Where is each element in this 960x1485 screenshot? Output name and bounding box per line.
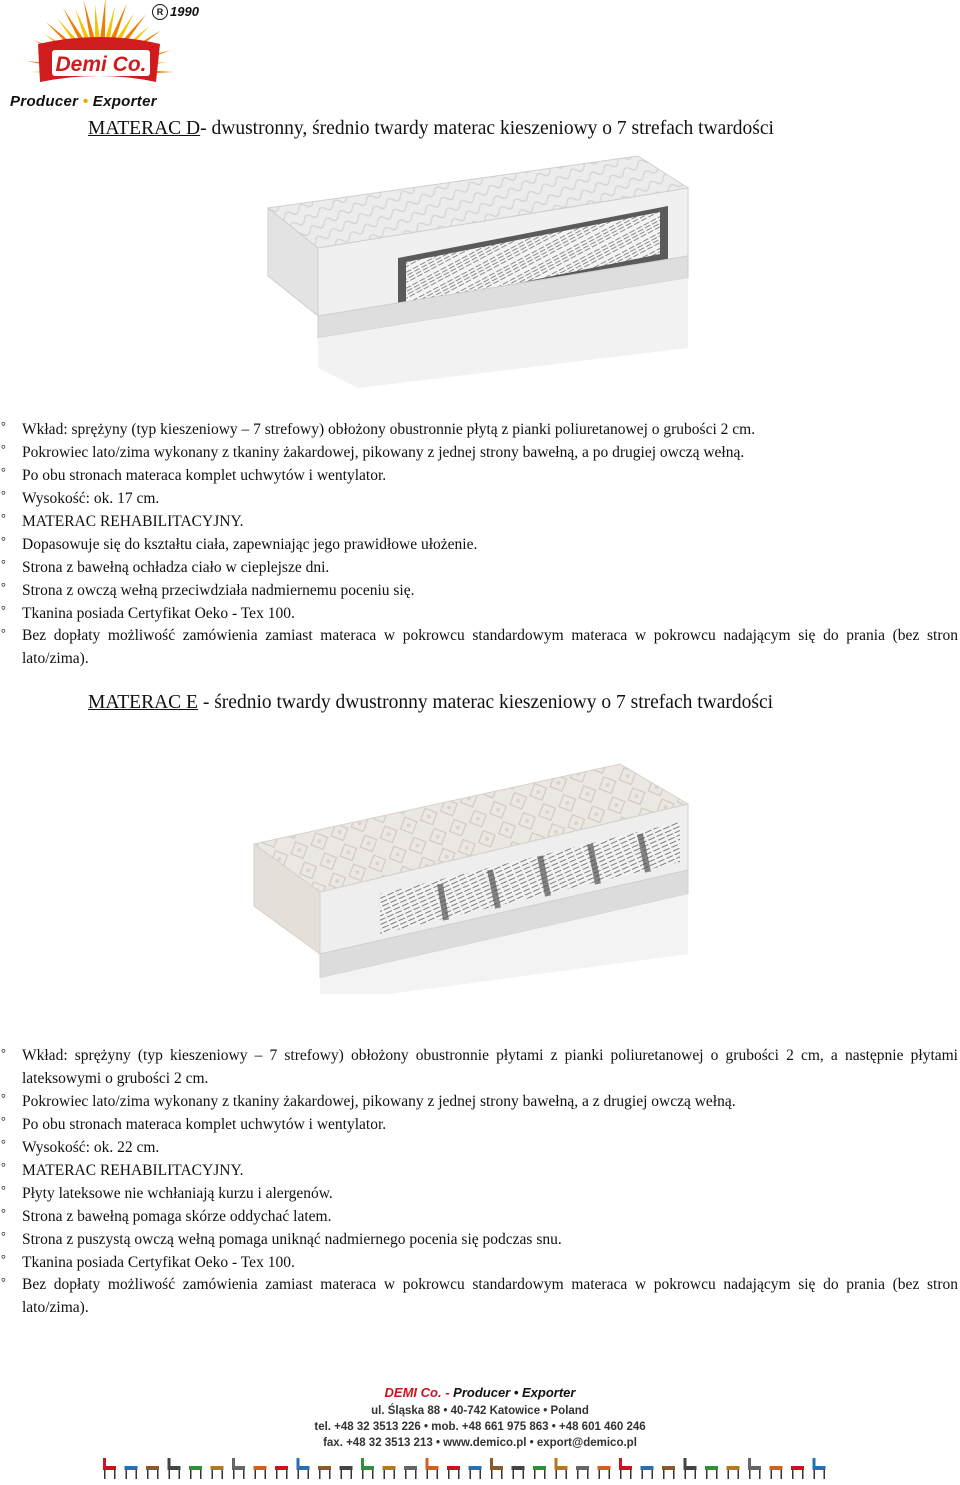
logo-registered-year <box>152 4 199 20</box>
list-item <box>0 1205 958 1228</box>
feature-text: Strona z bawełną ochładza ciało w cieplejsze dni. <box>22 559 330 576</box>
feature-text: Bez dopłaty możliwość zamówienia zamiast materaca w pokrowcu standardowym materaca w pokrowcu nadającym się do prania (bez stron lato/zima). <box>22 1276 958 1316</box>
furniture-icon <box>275 1466 288 1479</box>
feature-text: Strona z puszystą owczą wełną pomaga uniknąć nadmiernego pocenia się podczas snu. <box>22 1231 562 1248</box>
product-e-features <box>0 1045 958 1319</box>
list-bullet: ° <box>1 442 6 456</box>
list-bullet: ° <box>1 534 6 548</box>
feature-text: Po obu stronach materaca komplet uchwytów i wentylator. <box>22 467 387 484</box>
feature-text: MATERAC REHABILITACYJNY. <box>22 513 244 530</box>
footer-company <box>240 1383 720 1403</box>
feature-text: Wysokość: ok. 17 cm. <box>22 490 160 507</box>
list-item <box>0 1228 958 1251</box>
footer-phones: tel. +48 32 3513 226 • mob. +48 661 975 863 • +48 601 460 246 <box>314 1421 646 1433</box>
list-item <box>0 556 958 579</box>
logo-tagline-exporter: Exporter <box>92 93 157 110</box>
list-bullet: ° <box>1 1206 6 1220</box>
footer-address: ul. Śląska 88 • 40-742 Katowice • Poland <box>371 1405 589 1417</box>
list-bullet: ° <box>1 557 6 571</box>
furniture-icon <box>748 1458 761 1479</box>
list-bullet: ° <box>1 626 6 640</box>
furniture-icon <box>555 1458 568 1479</box>
footer-company-name: DEMI Co. - <box>384 1385 450 1400</box>
list-item <box>0 1182 958 1205</box>
logo-year: 1990 <box>170 4 199 19</box>
list-bullet: ° <box>1 1252 6 1266</box>
furniture-icon <box>297 1458 310 1479</box>
footer-web: fax. +48 32 3513 213 • www.demico.pl • export@demico.pl <box>323 1437 637 1449</box>
product-e-model: MATERAC E <box>88 692 198 713</box>
list-item <box>0 1136 958 1159</box>
feature-text: Tkanina posiada Certyfikat Oeko - Tex 100. <box>22 605 295 622</box>
furniture-icon <box>103 1458 116 1479</box>
furniture-icon <box>254 1466 267 1479</box>
list-bullet: ° <box>1 603 6 617</box>
list-item <box>0 1045 958 1090</box>
furniture-icon <box>318 1466 331 1479</box>
product-e-heading <box>88 692 773 714</box>
list-item <box>0 487 958 510</box>
feature-text: Strona z owczą wełną przeciwdziała nadmiernemu poceniu się. <box>22 582 415 599</box>
feature-text: Bez dopłaty możliwość zamówienia zamiast materaca w pokrowcu standardowym materaca w pokrowcu nadającym się do prania (bez stron lato/zima). <box>22 627 958 667</box>
list-item <box>0 625 958 670</box>
list-item <box>0 602 958 625</box>
furniture-icon <box>125 1466 138 1479</box>
furniture-icon <box>770 1466 783 1479</box>
list-bullet: ° <box>1 1091 6 1105</box>
furniture-icon <box>383 1466 396 1479</box>
furniture-icon <box>447 1466 460 1479</box>
feature-text: Płyty lateksowe nie wchłaniają kurzu i alergenów. <box>22 1185 333 1202</box>
feature-text: Pokrowiec lato/zima wykonany z tkaniny żakardowej, pikowany z jednej strony bawełną, a z drugiej owczą wełną. <box>22 1093 736 1110</box>
furniture-icon <box>404 1466 417 1479</box>
list-bullet: ° <box>1 1275 6 1289</box>
feature-text: Tkanina posiada Certyfikat Oeko - Tex 100. <box>22 1254 295 1271</box>
furniture-icon <box>189 1466 202 1479</box>
list-item <box>0 464 958 487</box>
sun-ray <box>100 0 106 42</box>
list-item <box>0 1159 958 1182</box>
list-item <box>0 1090 958 1113</box>
furniture-icon <box>533 1466 546 1479</box>
furniture-icon <box>619 1458 632 1479</box>
furniture-icon <box>469 1466 482 1479</box>
logo-tagline <box>10 93 157 110</box>
furniture-icon <box>340 1466 353 1479</box>
feature-text: Dopasowuje się do kształtu ciała, zapewniając jego prawidłowe ułożenie. <box>22 536 478 553</box>
furniture-icon <box>490 1458 503 1479</box>
furniture-icons-strip <box>100 1456 830 1482</box>
list-bullet: ° <box>1 580 6 594</box>
list-item <box>0 418 958 441</box>
furniture-icon <box>146 1466 159 1479</box>
furniture-icon <box>512 1466 525 1479</box>
feature-text: Po obu stronach materaca komplet uchwytów i wentylator. <box>22 1116 387 1133</box>
sun-ray <box>95 4 100 42</box>
logo-tagline-producer: Producer <box>10 93 79 110</box>
furniture-icon <box>791 1466 804 1479</box>
footer-contact <box>240 1383 720 1451</box>
list-item <box>0 1113 958 1136</box>
feature-text: Wkład: sprężyny (typ kieszeniowy – 7 strefowy) obłożony obustronnie płytą z pianki poliuretanowej o grubości 2 cm. <box>22 421 756 438</box>
list-bullet: ° <box>1 1160 6 1174</box>
list-item <box>0 510 958 533</box>
list-bullet: ° <box>1 1137 6 1151</box>
furniture-icon <box>598 1466 611 1479</box>
furniture-icon <box>576 1466 589 1479</box>
list-bullet: ° <box>1 1183 6 1197</box>
furniture-icon <box>705 1466 718 1479</box>
furniture-icon <box>211 1466 224 1479</box>
list-bullet: ° <box>1 1046 6 1060</box>
furniture-icon <box>662 1466 675 1479</box>
logo-tagline-dot: • <box>82 93 89 110</box>
furniture-icon <box>641 1466 654 1479</box>
furniture-icon <box>813 1458 826 1479</box>
furniture-icon <box>426 1458 439 1479</box>
furniture-icon <box>727 1466 740 1479</box>
feature-text: Pokrowiec lato/zima wykonany z tkaniny żakardowej, pikowany z jednej strony bawełną, a po drugiej owczą wełną. <box>22 444 745 461</box>
footer-company-tag: Producer • Exporter <box>453 1385 576 1400</box>
mattress-d-photo <box>248 148 706 396</box>
list-bullet: ° <box>1 419 6 433</box>
product-d-features <box>0 418 958 670</box>
feature-text: MATERAC REHABILITACYJNY. <box>22 1162 244 1179</box>
mattress-e-photo <box>240 744 714 994</box>
registered-mark-icon: R <box>152 4 168 20</box>
list-bullet: ° <box>1 1114 6 1128</box>
product-e-title-rest: - średnio twardy dwustronny materac kieszeniowy o 7 strefach twardości <box>197 692 774 713</box>
list-item <box>0 1274 958 1319</box>
furniture-icon <box>232 1458 245 1479</box>
logo-brand-text: Demi Co. <box>55 53 147 76</box>
product-d-heading <box>88 118 774 140</box>
feature-text: Wysokość: ok. 22 cm. <box>22 1139 160 1156</box>
product-d-title-rest: - dwustronny, średnio twardy materac kieszeniowy o 7 strefach twardości <box>200 118 774 139</box>
product-d-model: MATERAC D <box>88 118 201 139</box>
feature-text: Wkład: sprężyny (typ kieszeniowy – 7 strefowy) obłożony obustronnie płytami z pianki poliuretanowej o grubości 2 cm, a następnie płytami lateksowymi o grubości 2 cm. <box>22 1047 958 1087</box>
list-item <box>0 533 958 556</box>
list-item <box>0 441 958 464</box>
furniture-icon <box>361 1458 374 1479</box>
list-bullet: ° <box>1 488 6 502</box>
list-item <box>0 579 958 602</box>
feature-text: Strona z bawełną pomaga skórze oddychać latem. <box>22 1208 332 1225</box>
list-bullet: ° <box>1 1229 6 1243</box>
list-bullet: ° <box>1 465 6 479</box>
list-item <box>0 1251 958 1274</box>
furniture-icon <box>684 1458 697 1479</box>
list-bullet: ° <box>1 511 6 525</box>
furniture-icon <box>168 1458 181 1479</box>
